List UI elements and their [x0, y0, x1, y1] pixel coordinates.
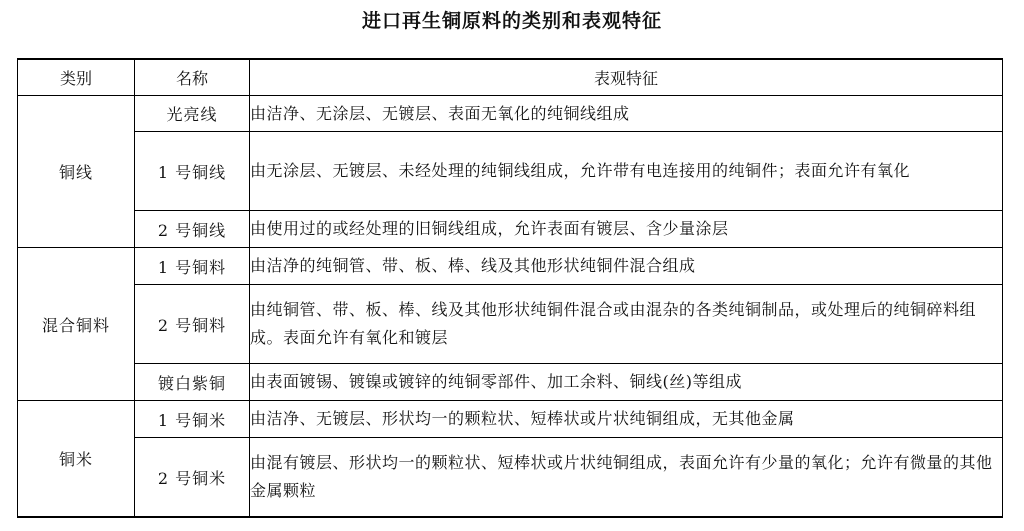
name-cell: 2 号铜线	[135, 211, 250, 248]
table-row	[18, 285, 1003, 364]
table-row	[18, 211, 1003, 248]
classification-table	[17, 58, 1003, 518]
description-cell: 由纯铜管、带、板、棒、线及其他形状纯铜件混合或由混杂的各类纯铜制品，或处理后的纯铜碎料组成。表面允许有氧化和镀层	[250, 285, 1003, 364]
header-name: 名称	[135, 59, 250, 96]
table-row	[18, 248, 1003, 285]
description-cell: 由洁净、无涂层、无镀层、表面无氧化的纯铜线组成	[250, 96, 1003, 132]
header-category: 类别	[18, 59, 135, 96]
category-cell: 混合铜料	[18, 248, 135, 401]
description-cell: 由洁净的纯铜管、带、板、棒、线及其他形状纯铜件混合组成	[250, 248, 1003, 285]
name-cell: 2 号铜米	[135, 438, 250, 518]
table-header-row	[18, 59, 1003, 96]
description-cell: 由无涂层、无镀层、未经处理的纯铜线组成，允许带有电连接用的纯铜件；表面允许有氧化	[250, 132, 1003, 211]
header-features: 表观特征	[250, 59, 1003, 96]
table-row	[18, 401, 1003, 438]
description-cell: 由混有镀层、形状均一的颗粒状、短棒状或片状纯铜组成，表面允许有少量的氧化；允许有微量的其他金属颗粒	[250, 438, 1003, 518]
name-cell: 1 号铜米	[135, 401, 250, 438]
description-cell: 由洁净、无镀层、形状均一的颗粒状、短棒状或片状纯铜组成，无其他金属	[250, 401, 1003, 438]
description-cell: 由使用过的或经处理的旧铜线组成，允许表面有镀层、含少量涂层	[250, 211, 1003, 248]
category-cell: 铜米	[18, 401, 135, 518]
table-row	[18, 364, 1003, 401]
category-cell: 铜线	[18, 96, 135, 248]
name-cell: 镀白紫铜	[135, 364, 250, 401]
name-cell: 2 号铜料	[135, 285, 250, 364]
page-title: 进口再生铜原料的类别和表观特征	[361, 10, 662, 32]
name-cell: 1 号铜线	[135, 132, 250, 211]
table-row	[18, 132, 1003, 211]
table-row	[18, 96, 1003, 132]
table-row	[18, 438, 1003, 518]
name-cell: 光亮线	[135, 96, 250, 132]
name-cell: 1 号铜料	[135, 248, 250, 285]
description-cell: 由表面镀锡、镀镍或镀锌的纯铜零部件、加工余料、铜线(丝)等组成	[250, 364, 1003, 401]
